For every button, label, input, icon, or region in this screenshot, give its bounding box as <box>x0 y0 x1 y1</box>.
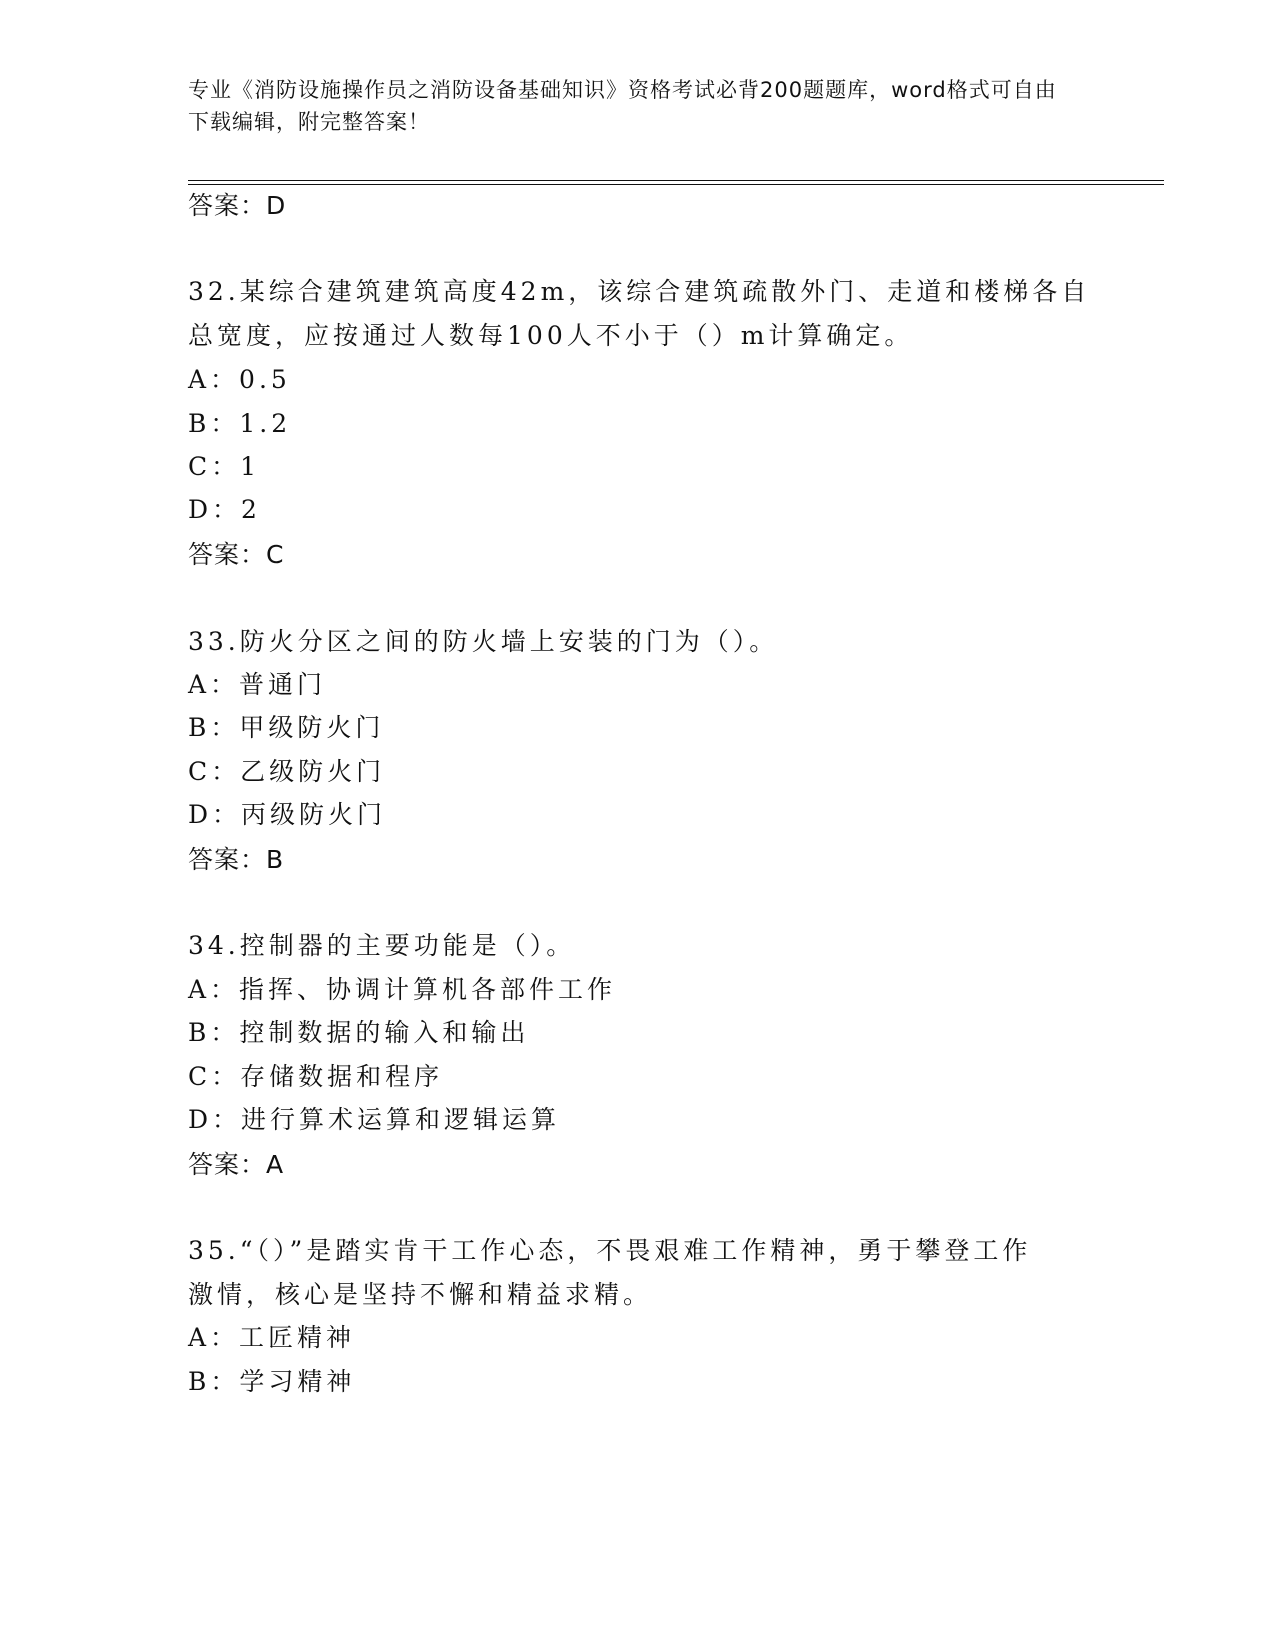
option-c: C：存储数据和程序 <box>188 1062 444 1091</box>
option-b: B：控制数据的输入和输出 <box>188 1018 530 1047</box>
option-d: D：进行算术运算和逻辑运算 <box>188 1105 561 1134</box>
question-stem: 32.某综合建筑建筑高度42m，该综合建筑疏散外门、走道和楼梯各自 <box>188 277 1091 306</box>
question-stem: 激情，核心是坚持不懈和精益求精。 <box>188 1280 653 1309</box>
option-b: B：甲级防火门 <box>188 713 385 742</box>
answer-line: 答案：A <box>188 1150 285 1179</box>
option-b: B：学习精神 <box>188 1367 356 1396</box>
answer-line: 答案：B <box>188 845 285 874</box>
option-d: D：2 <box>188 495 261 524</box>
option-a: A：指挥、协调计算机各部件工作 <box>188 975 617 1004</box>
answer-line: 答案：D <box>188 191 287 220</box>
option-b: B：1.2 <box>188 409 292 438</box>
option-a: A：普通门 <box>188 670 327 699</box>
question-stem: 总宽度，应按通过人数每100人不小于（）m计算确定。 <box>188 321 914 350</box>
option-d: D：丙级防火门 <box>188 800 387 829</box>
option-a: A：0.5 <box>188 365 291 394</box>
option-c: C：乙级防火门 <box>188 757 386 786</box>
document-header: 专业《消防设施操作员之消防设备基础知识》资格考试必背200题题库，word格式可自由下载编辑，附完整答案！ <box>188 78 1057 134</box>
option-a: A：工匠精神 <box>188 1323 356 1352</box>
answer-line: 答案：C <box>188 540 285 569</box>
question-stem: 33.防火分区之间的防火墙上安装的门为（）。 <box>188 627 779 656</box>
header-divider <box>188 180 1164 181</box>
option-c: C：1 <box>188 452 261 481</box>
question-stem: 35.“（）”是踏实肯干工作心态，不畏艰难工作精神，勇于攀登工作 <box>188 1236 1032 1265</box>
question-stem: 34.控制器的主要功能是（）。 <box>188 931 576 960</box>
header-divider <box>188 184 1164 185</box>
